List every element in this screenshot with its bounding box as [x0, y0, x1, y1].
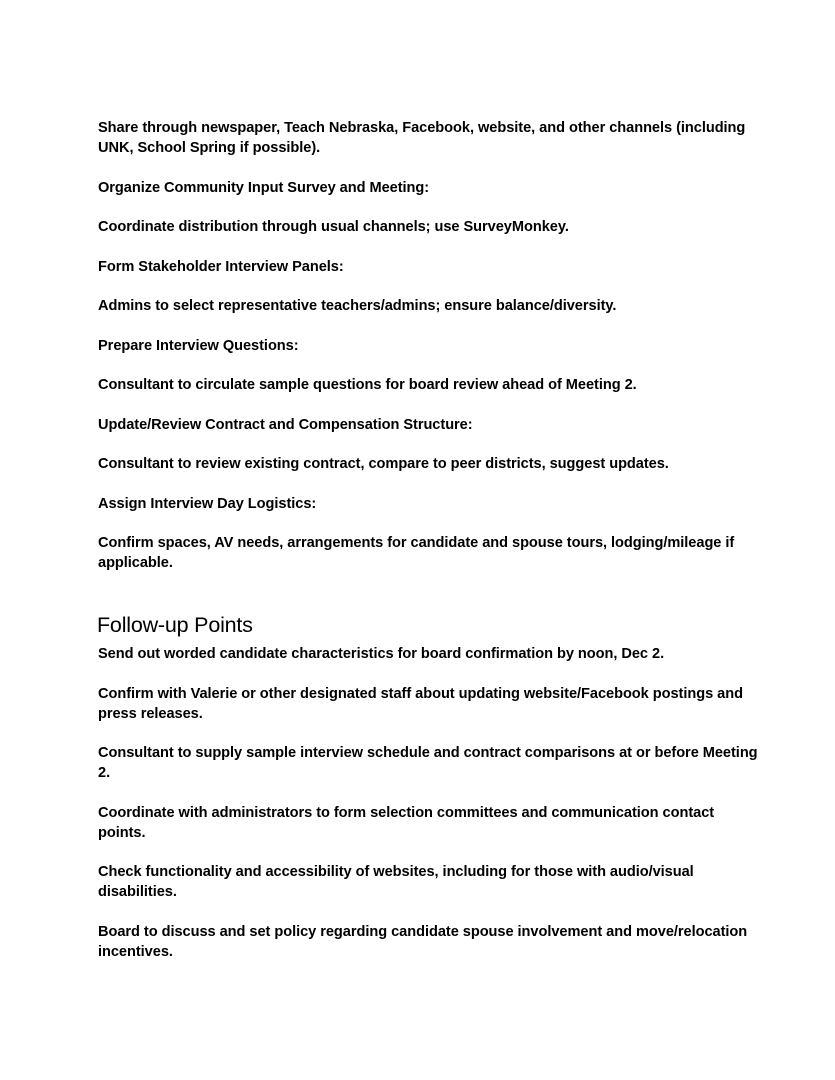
paragraph-share-channels: Share through newspaper, Teach Nebraska, Facebook, website, and other channels (including UNK, School Spring if possible).: [98, 120, 746, 156]
followup-item: Board to discuss and set policy regarding candidate spouse involvement and move/relocation incentives.: [98, 923, 748, 960]
paragraph-contract-review: Consultant to review existing contract, compare to peer districts, suggest updates.: [98, 456, 669, 472]
paragraph-panel-selection: Admins to select representative teachers/admins; ensure balance/diversity.: [98, 298, 617, 314]
followup-item: Consultant to supply sample interview schedule and contract comparisons at or before Meeting 2.: [98, 745, 758, 781]
paragraph-community-survey-heading: Organize Community Input Survey and Meeting:: [98, 179, 430, 196]
followup-item: Check functionality and accessibility of websites, including for those with audio/visual disabilities.: [98, 864, 694, 900]
paragraph-survey-distribution: Coordinate distribution through usual channels; use SurveyMonkey.: [98, 219, 569, 235]
paragraph-contract-heading: Update/Review Contract and Compensation Structure:: [98, 416, 473, 433]
document-page: [98, 118, 758, 981]
paragraph-logistics-heading: Assign Interview Day Logistics:: [98, 495, 317, 512]
paragraph-sample-questions: Consultant to circulate sample questions for board review ahead of Meeting 2.: [98, 377, 637, 393]
followup-heading: Follow-up Points: [97, 613, 253, 637]
paragraph-interview-panels-heading: Form Stakeholder Interview Panels:: [98, 258, 344, 275]
followup-item: Coordinate with administrators to form selection committees and communication contact points.: [98, 804, 715, 841]
followup-section: [98, 611, 758, 962]
followup-item: Send out worded candidate characteristics for board confirmation by noon, Dec 2.: [98, 646, 665, 662]
paragraph-interview-questions-heading: Prepare Interview Questions:: [98, 337, 299, 354]
followup-item: Confirm with Valerie or other designated staff about updating website/Facebook postings and press releases.: [98, 685, 743, 722]
paragraph-logistics-details: Confirm spaces, AV needs, arrangements for candidate and spouse tours, lodging/mileage if applicable.: [98, 535, 735, 571]
action-items-section: [98, 118, 758, 573]
